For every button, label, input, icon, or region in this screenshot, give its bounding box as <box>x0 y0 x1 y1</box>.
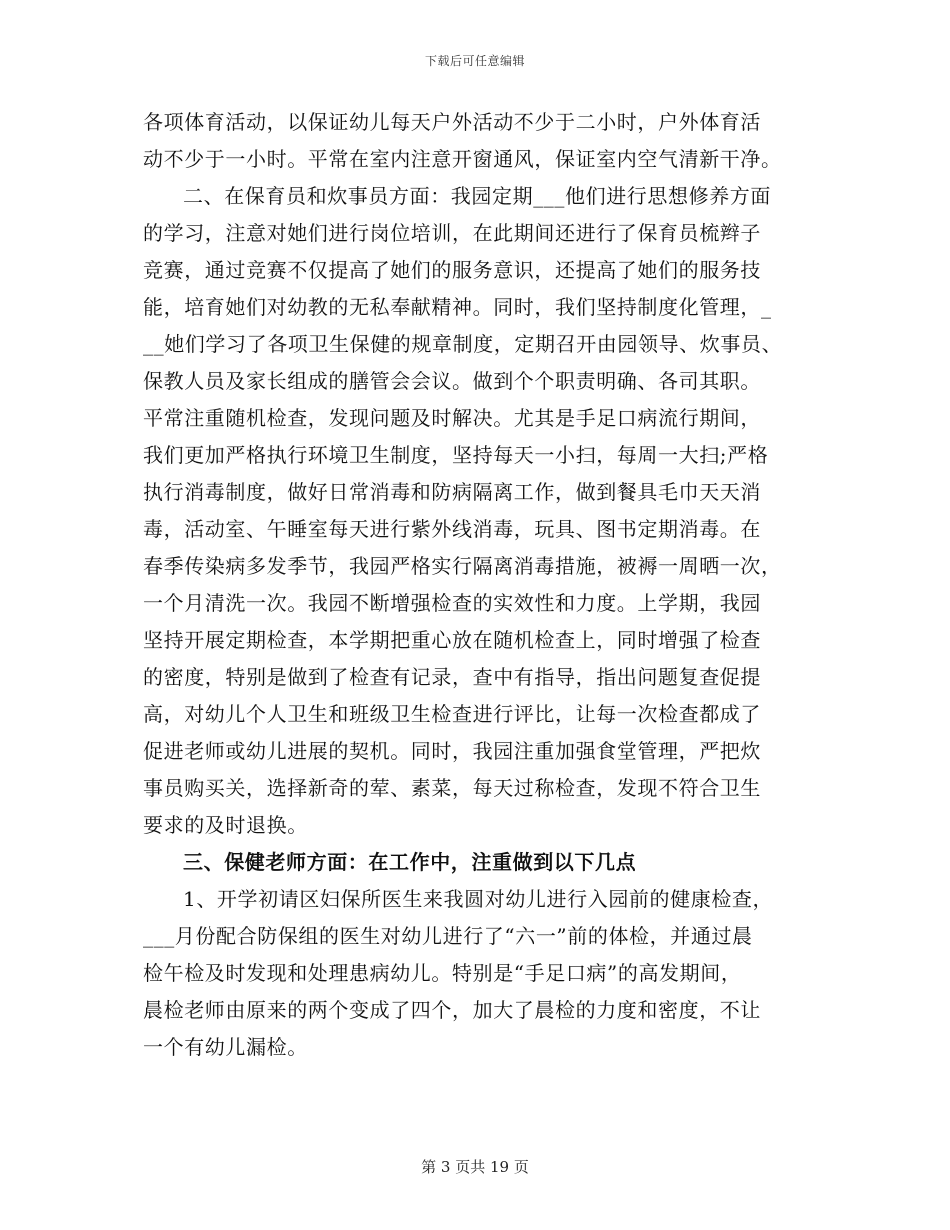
text-line: __她们学习了各项卫生保健的规章制度，定期召开由园领导、炊事员、 <box>143 332 783 356</box>
section-heading: 三、保健老师方面：在工作中，注重做到以下几点 <box>183 850 637 874</box>
text-line: 晨检老师由原来的两个变成了四个，加大了晨检的力度和密度，不让 <box>143 998 761 1022</box>
text-line: 毒，活动室、午睡室每天进行紫外线消毒，玩具、图书定期消毒。在 <box>143 517 761 541</box>
text-line: 保教人员及家长组成的膳管会会议。做到个个职责明确、各司其职。 <box>143 369 761 393</box>
text-line: ___月份配合防保组的医生对幼儿进行了“六一”前的体检，并通过晨 <box>143 924 753 948</box>
page-number: 第 3 页共 19 页 <box>421 1158 529 1176</box>
paragraph-start-line: 二、在保育员和炊事员方面：我园定期___他们进行思想修养方面 <box>183 184 771 208</box>
document-body <box>143 104 811 1066</box>
text-line: 能，培育她们对幼教的无私奉献精神。同时，我们坚持制度化管理，_ <box>143 295 772 319</box>
text-line: 一个月清洗一次。我园不断增强检查的实效性和力度。上学期，我园 <box>143 591 761 615</box>
text-line: 各项体育活动，以保证幼儿每天户外活动不少于二小时，户外体育活 <box>143 110 761 134</box>
text-line: 高，对幼儿个人卫生和班级卫生检查进行评比，让每一次检查都成了 <box>143 702 761 726</box>
text-line: 坚持开展定期检查，本学期把重心放在随机检查上，同时增强了检查 <box>143 628 761 652</box>
text-line: 竞赛，通过竞赛不仅提高了她们的服务意识，还提高了她们的服务技 <box>143 258 761 282</box>
text-line: 检午检及时发现和处理患病幼儿。特别是“手足口病”的高发期间， <box>143 961 742 985</box>
text-line: 的密度，特别是做到了检查有记录，查中有指导，指出问题复查促提 <box>143 665 761 689</box>
text-line: 要求的及时退换。 <box>143 813 308 837</box>
text-line: 一个有幼儿漏检。 <box>143 1035 308 1059</box>
text-line: 平常注重随机检查，发现问题及时解决。尤其是手足口病流行期间， <box>143 406 761 430</box>
text-line: 春季传染病多发季节，我园严格实行隔离消毒措施，被褥一周晒一次， <box>143 554 782 578</box>
page-header: 下载后可任意编辑 <box>424 54 525 68</box>
text-line: 事员购买关，选择新奇的荤、素菜，每天过称检查，发现不符合卫生 <box>143 776 761 800</box>
text-line: 执行消毒制度，做好日常消毒和防病隔离工作，做到餐具毛巾天天消 <box>143 480 761 504</box>
text-line: 动不少于一小时。平常在室内注意开窗通风，保证室内空气清新干净。 <box>143 147 782 171</box>
paragraph-start-line: 1、开学初请区妇保所医生来我圆对幼儿进行入园前的健康检查， <box>183 887 774 911</box>
text-line: 我们更加严格执行环境卫生制度，坚持每天一小扫，每周一大扫;严格 <box>143 443 769 467</box>
text-line: 的学习，注意对她们进行岗位培训，在此期间还进行了保育员梳辫子 <box>143 221 761 245</box>
text-line: 促进老师或幼儿进展的契机。同时，我园注重加强食堂管理，严把炊 <box>143 739 761 763</box>
